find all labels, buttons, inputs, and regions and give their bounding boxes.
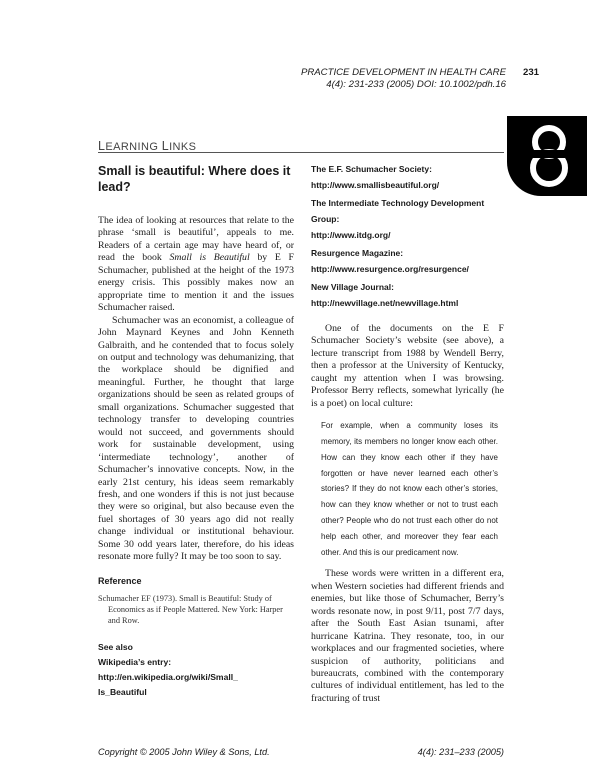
section-rest-1: EARNING xyxy=(105,141,162,153)
link-list xyxy=(311,161,504,311)
link-url[interactable]: http://www.smallisbeautiful.org/ xyxy=(311,180,440,190)
section-symbol-icon xyxy=(507,116,587,196)
paragraph-1-text-b: by E F Schumacher, published at the height of the 1973 energy crisis. This possibly makes now an appropriate time to mention it and the issues Schumacher raised. xyxy=(98,252,295,314)
left-column xyxy=(98,164,294,700)
block-quote: For example, when a community loses its memory, its members no longer know each other. How can they know each other if they have forgotten or have never learned each other’s stories? If they do not know each other’s stories, how can they know whether or not to trust each other? People who do not trust each other do not help each other, and moreover they fear each other. And this is our predicament now. xyxy=(321,421,498,557)
section-rest-2: INKS xyxy=(169,141,197,153)
see-also-heading: See also xyxy=(98,641,133,652)
link-name: The Intermediate Technology Development Group: xyxy=(311,198,485,224)
right-paragraph-1: One of the documents on the E F Schumacher Society’s website (see above), a lecture transcript from 1988 by Wendell Berry, then a professor at the University of Kentucky, caught my attention when I was browsing. Professor Berry reflects, somewhat lyrically (he is a poet) on local culture: xyxy=(311,323,504,409)
wikipedia-label: Wikipedia’s entry: xyxy=(98,656,172,667)
link-item xyxy=(311,161,504,193)
right-paragraph-2: These words were written in a different era, when Western societies had different friends and enemies, but like those of Schumacher, Berry’s words resonate now, in post 9/11, post 7/7 days, after the South East Asian tsunami, after hurricane Katrina. They resonate, too, in our workplaces and our fragmented societies, where suspicion of authority, politicians and bureaucrats, combined with the contemporary cultures of individual entitlement, has led to the fracturing of trust xyxy=(311,568,504,704)
link-item xyxy=(311,245,504,277)
reference-heading: Reference xyxy=(98,575,142,586)
paragraph-1-text-a: The idea of looking at resources that relate to the phrase ‘small is beautiful’, appeals to me. Readers of a certain age may have heard of, or read the book xyxy=(98,215,294,264)
link-url[interactable]: http://newvillage.net/newvillage.html xyxy=(311,298,459,308)
link-name: Resurgence Magazine: xyxy=(311,248,404,258)
journal-doi: 4(4): 231-233 (2005) DOI: 10.1002/pdh.16 xyxy=(326,78,506,90)
link-item xyxy=(311,195,504,243)
page-number: 231 xyxy=(522,67,539,78)
section-cap-1: L xyxy=(98,139,106,153)
right-body xyxy=(311,323,504,410)
paragraph-2: Schumacher was an economist, a colleague of John Maynard Keynes and John Kenneth Galbraith, and he contended that to focus solely on output and technology was dehumanizing, that the workplace should be dignified and meaningful. Further, he thought that large organizations should be seen as related groups of small organizations. Schumacher suggested that technology transfer to developing countries would not succeed, and governments should work for sustainable development, using ‘intermediate technology’, another of Schumacher’s innovative concepts. Now, in the early 21st century, his ideas seem remarkably fresh, and one wonders if this is not just because they were so original, but also because even the fuel shortages of 30 years ago did not really change individual or institutional behaviour. Some 30 odd years later, therefore, do his ideas resonate more fully? It may be too soon to say. xyxy=(98,314,294,563)
journal-header xyxy=(301,67,506,90)
article-body xyxy=(98,215,294,564)
wikipedia-link-2[interactable]: Is_Beautiful xyxy=(98,686,147,697)
section-rule xyxy=(98,152,504,153)
link-name: New Village Journal: xyxy=(311,282,394,292)
book-title: Small is Beautiful xyxy=(169,252,250,264)
see-also xyxy=(98,640,294,700)
right-body-2 xyxy=(311,568,504,705)
section-cap-2: L xyxy=(161,139,170,153)
link-url[interactable]: http://www.resurgence.org/resurgence/ xyxy=(311,264,469,274)
reference-entry: Schumacher EF (1973). Small is Beautiful: Study of Economics as if People Mattered. New York: Harper and Row. xyxy=(98,593,283,625)
journal-title: PRACTICE DEVELOPMENT IN HEALTH CARE xyxy=(300,67,506,78)
article-title: Small is beautiful: Where does it lead? xyxy=(98,164,291,194)
link-item xyxy=(311,279,504,311)
section-title xyxy=(98,139,196,153)
link-url[interactable]: http://www.itdg.org/ xyxy=(311,230,391,240)
right-column xyxy=(311,161,504,705)
paragraph-1 xyxy=(98,215,294,315)
wikipedia-link-1[interactable]: http://en.wikipedia.org/wiki/Small_ xyxy=(98,671,238,682)
footer-copyright: Copyright © 2005 John Wiley & Sons, Ltd. xyxy=(98,747,270,757)
link-name: The E.F. Schumacher Society: xyxy=(311,164,432,174)
footer-citation: 4(4): 231–233 (2005) xyxy=(417,747,504,757)
